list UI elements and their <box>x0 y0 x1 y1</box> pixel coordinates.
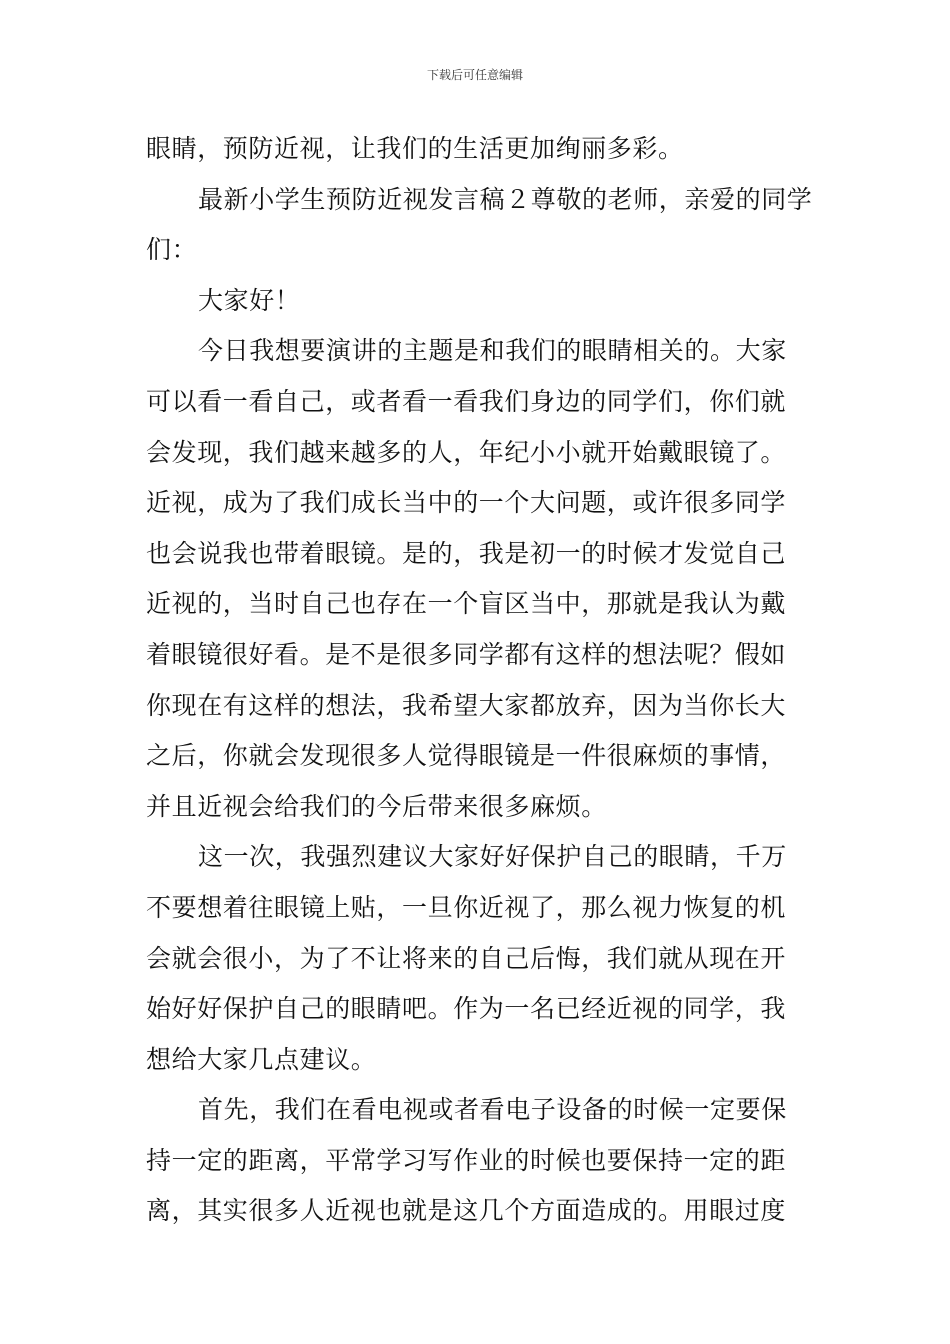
text-line: 大家好！ <box>198 285 301 315</box>
text-line: 最新小学生预防近视发言稿２尊敬的老师，亲爱的同学 <box>198 184 813 214</box>
text-line: 并且近视会给我们的今后带来很多麻烦。 <box>146 791 607 821</box>
text-line: 这一次，我强烈建议大家好好保护自己的眼睛，千万 <box>198 842 787 872</box>
text-line: 离，其实很多人近视也就是这几个方面造成的。用眼过度 <box>146 1196 787 1226</box>
text-line: 你现在有这样的想法，我希望大家都放弃，因为当你长大 <box>146 690 787 720</box>
text-line: 可以看一看自己，或者看一看我们身边的同学们，你们就 <box>146 386 787 416</box>
text-line: 首先，我们在看电视或者看电子设备的时候一定要保 <box>198 1095 787 1125</box>
text-line: 持一定的距离，平常学习写作业的时候也要保持一定的距 <box>146 1145 787 1175</box>
text-line: 想给大家几点建议。 <box>146 1044 377 1074</box>
text-line: 之后，你就会发现很多人觉得眼镜是一件很麻烦的事情， <box>146 741 787 771</box>
text-line: 今日我想要演讲的主题是和我们的眼睛相关的。大家 <box>198 336 787 366</box>
text-line: 近视的，当时自己也存在一个盲区当中，那就是我认为戴 <box>146 589 787 619</box>
text-line: 不要想着往眼镜上贴，一旦你近视了，那么视力恢复的机 <box>146 892 787 922</box>
text-line: 始好好保护自己的眼睛吧。作为一名已经近视的同学，我 <box>146 994 787 1024</box>
text-line: 近视，成为了我们成长当中的一个大问题，或许很多同学 <box>146 488 787 518</box>
document-body <box>146 124 813 1237</box>
text-line: 会就会很小，为了不让将来的自己后悔，我们就从现在开 <box>146 943 787 973</box>
text-line: 们： <box>146 235 198 265</box>
text-line: 会发现，我们越来越多的人，年纪小小就开始戴眼镜了。 <box>146 437 787 467</box>
text-line: 着眼镜很好看。是不是很多同学都有这样的想法呢？假如 <box>146 639 787 669</box>
text-line: 也会说我也带着眼镜。是的，我是初一的时候才发觉自己 <box>146 538 787 568</box>
text-line: 眼睛，预防近视，让我们的生活更加绚丽多彩。 <box>146 134 684 163</box>
page-header: 下载后可任意编辑 <box>426 68 523 82</box>
